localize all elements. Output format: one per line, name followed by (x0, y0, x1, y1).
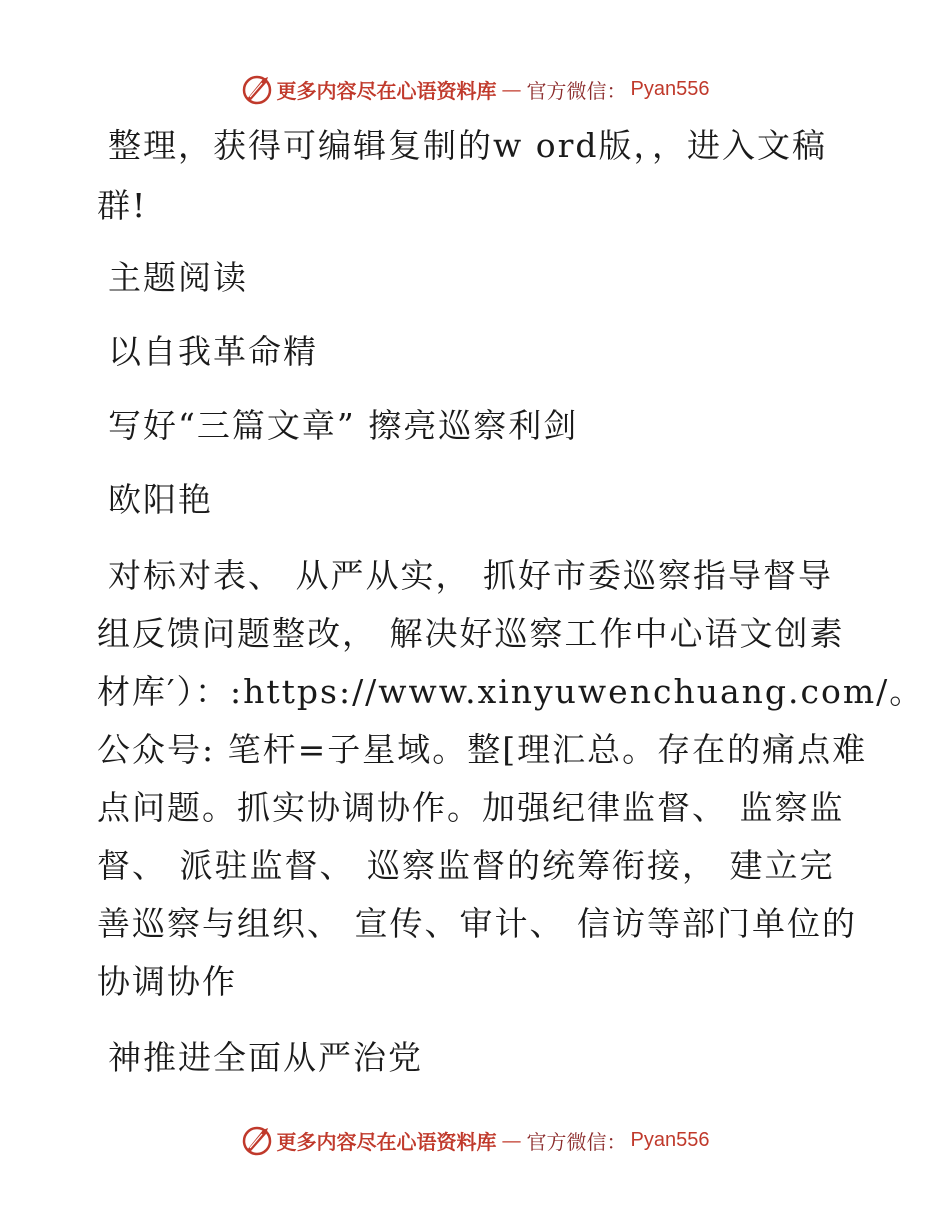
footer-banner (0, 1120, 950, 1160)
banner-dash: — (501, 77, 522, 101)
banner-dash: — (501, 1128, 522, 1152)
banner-wechat-id: Pyan556 (630, 1128, 710, 1151)
paragraph-2-line-1: 主题阅读 (108, 258, 248, 297)
paragraph-6-line-3: 材库′）：:https://www.xinyuwenchuang.com/。 (97, 672, 925, 711)
footer-banner-content (241, 1124, 710, 1156)
quill-pen-logo-icon (241, 73, 273, 105)
paragraph-6-line-7: 善巡察与组织、 宣传、审计、 信访等部门单位的 (97, 904, 857, 943)
banner-wechat-label: 官方微信： (526, 78, 627, 103)
banner-site-name: 更多内容尽在心语资料库 (276, 1129, 497, 1154)
banner-wechat-label: 官方微信： (526, 1129, 627, 1154)
paragraph-6-line-5: 点问题。抓实协调协作。加强纪律监督、 监察监 (97, 788, 845, 827)
header-banner (0, 69, 950, 109)
banner-site-name: 更多内容尽在心语资料库 (276, 78, 497, 103)
paragraph-6-line-2: 组反馈问题整改， 解决好巡察工作中心语文创素 (97, 614, 845, 653)
paragraph-3-line-1: 以自我革命精 (108, 332, 318, 371)
paragraph-1-line-1: 整理，获得可编辑复制的w ord版，，进入文稿 (108, 126, 828, 165)
paragraph-6-line-8: 协调协作 (97, 962, 237, 1001)
paragraph-6-line-4: 公众号: 笔杆=子星域。整[理汇总。存在的痛点难 (97, 730, 868, 769)
paragraph-1-line-2: 群! (97, 186, 148, 225)
quill-pen-logo-icon (241, 1124, 273, 1156)
header-banner-content (241, 73, 710, 105)
banner-wechat-id: Pyan556 (630, 77, 710, 100)
paragraph-5-line-1: 欧阳艳 (108, 480, 213, 519)
paragraph-7-line-1: 神推进全面从严治党 (108, 1038, 423, 1077)
paragraph-6-line-1: 对标对表、 从严从实， 抓好市委巡察指导督导 (108, 556, 833, 595)
paragraph-4-line-1: 写好“三篇文章” 擦亮巡察利剑 (108, 406, 579, 445)
paragraph-6-line-6: 督、 派驻监督、 巡察监督的统筹衔接， 建立完 (97, 846, 835, 885)
